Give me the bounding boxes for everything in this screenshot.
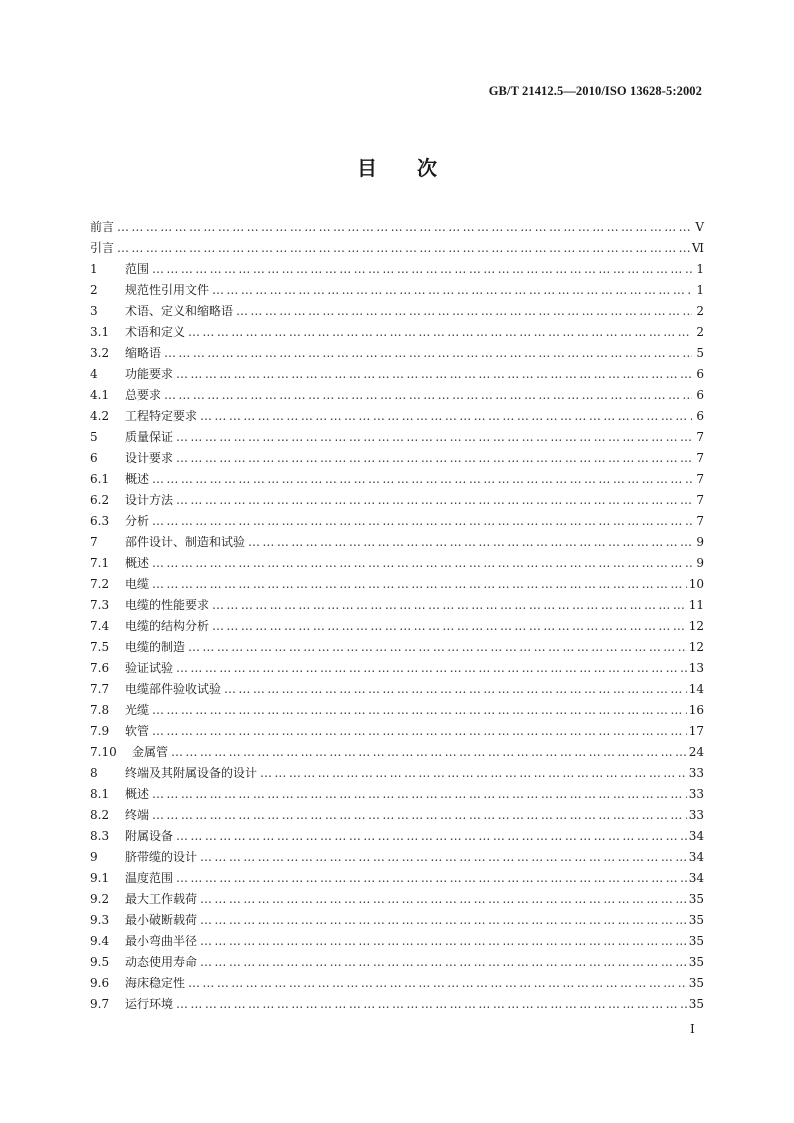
page-title: 目次 [357,156,477,180]
toc-entry-page: 6 [696,388,704,402]
toc-leader-dots [212,598,687,612]
toc-entry-page: 35 [688,934,704,948]
toc-entry[interactable] [90,407,704,428]
toc-entry-number: 6.3 [90,514,110,528]
toc-entry-number: 6.1 [90,472,110,486]
toc-entry[interactable] [90,260,704,281]
toc-entry-label: 功能要求 [125,367,174,381]
toc-entry-label: 规范性引用文件 [125,283,210,297]
toc-entry[interactable] [90,617,704,638]
toc-entry-number: 7 [90,535,98,549]
toc-entry[interactable] [90,365,704,386]
toc-entry-label: 动态使用寿命 [125,955,198,969]
toc-entry-number: 8.3 [90,829,110,843]
toc-leader-dots [176,367,692,381]
toc-entry-number: 9.3 [90,913,110,927]
toc-entry-page: 7 [696,451,704,465]
toc-entry[interactable] [90,575,704,596]
toc-entry-label: 电缆部件验收试验 [125,682,222,696]
toc-entry-label: 运行环境 [125,997,174,1011]
toc-entry-number: 9.5 [90,955,110,969]
toc-entry-number: 4.2 [90,409,110,423]
toc-entry-page: 35 [688,892,704,906]
toc-leader-dots [152,514,692,528]
toc-entry[interactable] [90,827,704,848]
toc-entry-page: 34 [688,871,704,885]
toc-entry-label: 电缆的制造 [125,640,186,654]
toc-leader-dots [176,997,687,1011]
toc-entry-page: 35 [688,913,704,927]
toc-leader-dots [200,913,687,927]
toc-entry-page: 34 [688,829,704,843]
toc-entry-label: 设计方法 [125,493,174,507]
toc-entry[interactable] [90,344,704,365]
toc-entry-label: 金属管 [132,745,169,759]
toc-leader-dots [152,262,692,276]
toc-entry[interactable] [90,491,704,512]
toc-entry-page: 10 [688,577,704,591]
toc-leader-dots [212,619,687,633]
toc-entry-number: 9.6 [90,976,110,990]
toc-entry-number: 9.4 [90,934,110,948]
toc-entry[interactable] [90,974,704,995]
toc-entry-label: 验证试验 [125,661,174,675]
toc-entry-number: 8.1 [90,787,110,801]
toc-entry-number: 8 [90,766,98,780]
toc-leader-dots [200,409,692,423]
toc-entry-page: 1 [696,283,704,297]
toc-entry-page: 35 [688,997,704,1011]
toc-leader-dots [200,850,687,864]
toc-entry-page: 11 [688,598,704,612]
toc-entry[interactable] [90,869,704,890]
toc-entry-page: 33 [688,787,704,801]
standard-code: GB/T 21412.5—2010/ISO 13628-5:2002 [488,84,702,98]
toc-entry[interactable] [90,302,704,323]
toc-entry[interactable] [90,659,704,680]
toc-leader-dots [176,871,687,885]
toc-entry-page: 13 [688,661,704,675]
toc-entry-label: 总要求 [125,388,162,402]
toc-entry[interactable] [90,470,704,491]
toc-leader-dots [248,535,692,549]
toc-entry[interactable] [90,995,704,1016]
toc-entry[interactable] [90,449,704,470]
toc-entry[interactable] [90,806,704,827]
toc-entry-number: 7.4 [90,619,110,633]
toc-entry[interactable] [90,743,704,764]
toc-entry-page: Ⅴ [695,220,704,234]
toc-entry-label: 质量保证 [125,430,174,444]
toc-entry[interactable] [90,281,704,302]
toc-entry-number: 7.10 [90,745,117,759]
toc-entry-page: 33 [688,766,704,780]
toc-entry[interactable] [90,911,704,932]
toc-entry-page: 9 [696,535,704,549]
toc-entry[interactable] [90,533,704,554]
toc-entry-page: 2 [696,304,704,318]
toc-entry-label: 设计要求 [125,451,174,465]
toc-entry-number: 3.1 [90,325,110,339]
toc-entry[interactable] [90,890,704,911]
toc-entry-label: 范围 [125,262,150,276]
toc-entry-label: 终端 [125,808,150,822]
toc-entry-page: 33 [688,808,704,822]
toc-entry[interactable] [90,848,704,869]
toc-entry-number: 7.1 [90,556,110,570]
toc-leader-dots [171,745,687,759]
toc-entry[interactable] [90,764,704,785]
toc-entry-label: 光缆 [125,703,150,717]
toc-entry-label: 概述 [125,472,150,486]
toc-entry-number: 4.1 [90,388,110,402]
toc-entry-number: 7.8 [90,703,110,717]
toc-entry-number: 5 [90,430,98,444]
toc-entry-number: 6.2 [90,493,110,507]
toc-entry-number: 2 [90,283,98,297]
toc-entry-number: 3 [90,304,98,318]
toc-leader-dots [200,955,687,969]
toc-entry-page: 35 [688,955,704,969]
toc-entry-label: 术语、定义和缩略语 [125,304,234,318]
toc-entry-page: 12 [688,619,704,633]
toc-leader-dots [188,640,687,654]
toc-entry-label: 软管 [125,724,150,738]
toc-entry[interactable] [90,953,704,974]
toc-entry-label: 前言 [90,220,115,234]
toc-entry-label: 电缆的结构分析 [125,619,210,633]
toc-entry[interactable] [90,638,704,659]
toc-entry-page: 16 [688,703,704,717]
toc-entry-page: 1 [696,262,704,276]
toc-entry-page: 12 [688,640,704,654]
toc-entry-page: 6 [696,409,704,423]
toc-entry-number: 9.7 [90,997,110,1011]
toc-leader-dots [176,493,692,507]
toc-entry-number: 9 [90,850,98,864]
toc-entry-page: 7 [696,514,704,528]
toc-entry-label: 附属设备 [125,829,174,843]
toc-entry-label: 部件设计、制造和试验 [125,535,246,549]
toc-entry-label: 术语和定义 [125,325,186,339]
toc-leader-dots [152,472,692,486]
toc-entry-page: 35 [688,976,704,990]
toc-entry-number: 7.5 [90,640,110,654]
toc-entry-number: 8.2 [90,808,110,822]
toc-entry-number: 7.2 [90,577,110,591]
toc-entry[interactable] [90,512,704,533]
toc-entry[interactable] [90,239,704,260]
toc-entry-number: 1 [90,262,98,276]
toc-leader-dots [164,346,692,360]
toc-entry[interactable] [90,323,704,344]
toc-entry-label: 缩略语 [125,346,162,360]
toc-entry-number: 4 [90,367,98,381]
toc-entry-label: 分析 [125,514,150,528]
toc-entry-page: 7 [696,493,704,507]
toc-entry-page: 14 [688,682,704,696]
toc-leader-dots [117,241,690,255]
toc-entry-label: 温度范围 [125,871,174,885]
toc-entry-label: 最小弯曲半径 [125,934,198,948]
toc-entry-label: 概述 [125,556,150,570]
toc-entry-page: 9 [696,556,704,570]
toc-entry-page: 34 [688,850,704,864]
toc-entry-label: 最大工作载荷 [125,892,198,906]
toc-entry-page: 2 [696,325,704,339]
toc-entry-label: 电缆的性能要求 [125,598,210,612]
toc-entry-page: 17 [688,724,704,738]
toc-leader-dots [236,304,692,318]
toc-entry-number: 7.6 [90,661,110,675]
toc-leader-dots [176,661,687,675]
toc-entry[interactable] [90,596,704,617]
toc-entry-label: 最小破断载荷 [125,913,198,927]
toc-leader-dots [188,325,692,339]
toc-entry[interactable] [90,932,704,953]
toc-entry-label: 电缆 [125,577,150,591]
toc-leader-dots [176,829,687,843]
toc-entry-number: 7.7 [90,682,110,696]
toc-leader-dots [212,283,692,297]
toc-entry-label: 海床稳定性 [125,976,186,990]
toc-entry-number: 3.2 [90,346,110,360]
toc-leader-dots [260,766,687,780]
toc-leader-dots [176,430,692,444]
toc-entry[interactable] [90,218,704,239]
toc-entry-number: 9.1 [90,871,110,885]
toc-entry-label: 工程特定要求 [125,409,198,423]
toc-leader-dots [152,787,687,801]
toc-entry[interactable] [90,554,704,575]
toc-leader-dots [188,976,687,990]
toc-leader-dots [152,577,687,591]
toc-entry-number: 7.9 [90,724,110,738]
toc-entry[interactable] [90,785,704,806]
toc-leader-dots [152,556,692,570]
toc-leader-dots [200,934,687,948]
toc-entry-page: 6 [696,367,704,381]
toc-leader-dots [152,703,687,717]
toc-leader-dots [224,682,687,696]
toc-entry[interactable] [90,386,704,407]
toc-leader-dots [164,388,692,402]
toc-leader-dots [176,451,692,465]
toc-entry-number: 7.3 [90,598,110,612]
toc-entry-page: 7 [696,472,704,486]
toc-leader-dots [200,892,687,906]
toc-entry-page: 5 [696,346,704,360]
toc-entry[interactable] [90,680,704,701]
toc-entry-label: 终端及其附属设备的设计 [125,766,258,780]
toc-entry-label: 引言 [90,241,115,255]
toc-entry-label: 概述 [125,787,150,801]
toc-leader-dots [152,724,687,738]
toc-entry[interactable] [90,701,704,722]
toc-entry-number: 6 [90,451,98,465]
table-of-contents [90,218,704,1016]
toc-entry-page: 7 [696,430,704,444]
page-number: I [690,1022,695,1036]
toc-entry-page: Ⅵ [691,241,704,255]
toc-entry[interactable] [90,722,704,743]
toc-leader-dots [117,220,692,234]
toc-entry-number: 9.2 [90,892,110,906]
toc-entry-label: 脐带缆的设计 [125,850,198,864]
toc-entry-page: 24 [688,745,704,759]
toc-leader-dots [152,808,687,822]
toc-entry[interactable] [90,428,704,449]
